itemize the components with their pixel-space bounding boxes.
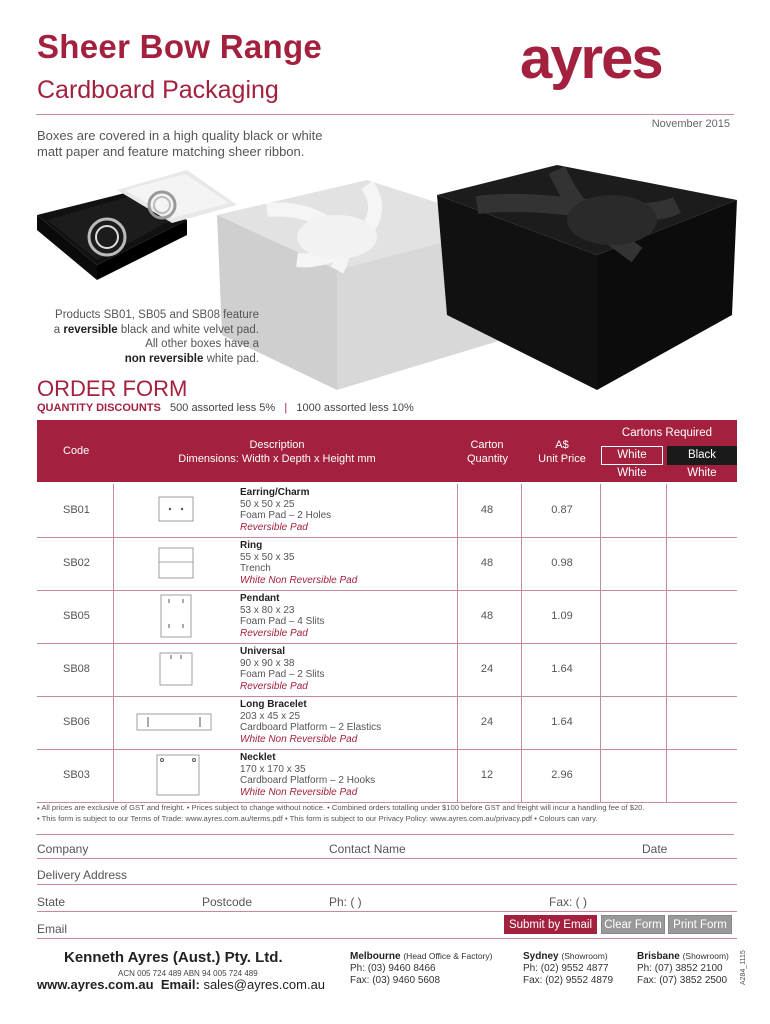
black-cartons-input[interactable]	[667, 643, 737, 695]
office-phone: Ph: (03) 9460 8466	[350, 963, 436, 974]
office-note: (Showroom)	[682, 951, 729, 961]
product-name: Pendant	[240, 593, 280, 604]
product-name: Ring	[240, 540, 263, 551]
office-note: (Head Office & Factory)	[403, 951, 493, 961]
notes-line-1: • All prices are exclusive of GST and freight. • Prices subject to change without notice. • Combined orders totalling under $100 before GST and freight will incur a handling fee of $20.	[37, 803, 645, 812]
header-currency: A$	[555, 439, 569, 451]
product-diagram	[158, 496, 194, 527]
carton-quantity: 12	[480, 769, 494, 781]
product-insert: Foam Pad – 4 Slits	[240, 616, 325, 628]
product-pad: Reversible Pad	[240, 627, 308, 639]
unit-price: 0.98	[551, 557, 573, 569]
product-description	[240, 646, 324, 692]
product-name: Universal	[240, 646, 286, 657]
product-dimensions: 55 x 50 x 35	[240, 551, 295, 563]
office-city: Melbourne	[350, 951, 401, 962]
products-note-text: white pad.	[203, 352, 259, 365]
office-city: Sydney	[523, 951, 559, 962]
black-box-image	[437, 165, 737, 390]
white-cartons-input[interactable]	[601, 537, 666, 589]
product-insert: Cardboard Platform – 2 Elastics	[240, 722, 382, 734]
contact-name-label: Contact Name	[329, 842, 406, 856]
product-code: SB08	[63, 663, 90, 675]
company-label: Company	[37, 842, 89, 856]
company-acn: ACN 005 724 489 ABN 94 005 724 489	[118, 969, 258, 978]
unit-price: 0.87	[551, 504, 573, 516]
product-code: SB05	[63, 610, 90, 622]
product-description	[240, 752, 375, 798]
product-code: SB03	[63, 769, 90, 781]
notes-divider	[36, 834, 734, 835]
website-link[interactable]: www.ayres.com.au	[37, 977, 154, 992]
product-description	[240, 699, 381, 745]
product-insert: Foam Pad – 2 Holes	[240, 510, 332, 522]
product-insert: Cardboard Platform – 2 Hooks	[240, 775, 376, 787]
unit-price: 1.64	[551, 663, 573, 675]
unit-price: 2.96	[551, 769, 573, 781]
office-phone: Ph: (02) 9552 4877	[523, 963, 609, 974]
product-description	[240, 487, 331, 533]
page-subtitle: Cardboard Packaging	[37, 76, 279, 104]
ayres-logo	[520, 28, 740, 105]
product-description	[240, 593, 324, 639]
product-name: Necklet	[240, 752, 276, 763]
order-form-title: ORDER FORM	[37, 376, 188, 401]
email-label: Email	[37, 922, 68, 936]
delivery-address-label: Delivery Address	[37, 868, 128, 882]
header-white-box: White	[601, 446, 663, 465]
carton-quantity: 48	[480, 557, 494, 569]
office-fax: Fax: (02) 9552 4879	[523, 975, 614, 986]
office-sydney	[523, 950, 613, 987]
carton-quantity: 24	[480, 716, 494, 728]
office-note: (Showroom)	[561, 951, 608, 961]
product-diagram	[159, 652, 193, 691]
header-price: Unit Price	[538, 453, 586, 465]
header-white-pad: White	[617, 467, 647, 479]
white-cartons-input[interactable]	[601, 749, 666, 801]
black-cartons-input[interactable]	[667, 749, 737, 801]
header-divider	[36, 114, 734, 115]
product-diagram	[156, 754, 200, 801]
email-label-footer: Email:	[160, 977, 200, 992]
product-code: SB02	[63, 557, 90, 569]
carton-quantity: 48	[480, 610, 494, 622]
product-dimensions: 170 x 170 x 35	[240, 763, 306, 775]
state-postcode-phone-field[interactable]	[37, 911, 737, 912]
table-row	[37, 590, 737, 644]
header-black-box: Black	[667, 446, 737, 465]
header-code: Code	[63, 445, 90, 457]
product-diagram	[158, 547, 194, 584]
state-label: State	[37, 895, 66, 909]
discount-1000: 1000 assorted less 10%	[296, 402, 414, 414]
product-dimensions: 90 x 90 x 38	[240, 657, 295, 669]
header-carton-quantity	[467, 438, 507, 466]
products-note-line-2	[37, 323, 259, 338]
clear-form-button[interactable]: Clear Form	[601, 915, 665, 934]
black-cartons-input[interactable]	[667, 696, 737, 748]
product-pad: Reversible Pad	[240, 521, 308, 533]
products-note-text: a	[53, 323, 64, 336]
product-name: Earring/Charm	[240, 487, 310, 498]
form-code: A284_1115	[740, 950, 747, 985]
quantity-discounts-label: QUANTITY DISCOUNTS	[37, 402, 161, 414]
table-row	[37, 749, 737, 803]
product-insert: Foam Pad – 2 Slits	[240, 669, 325, 681]
office-phone: Ph: (07) 3852 2100	[637, 963, 723, 974]
postcode-label: Postcode	[202, 895, 253, 909]
black-cartons-input[interactable]	[667, 484, 737, 536]
product-pad: Reversible Pad	[240, 680, 308, 692]
product-pad: White Non Reversible Pad	[240, 786, 358, 798]
product-code: SB01	[63, 504, 90, 516]
reversible-emphasis: reversible	[63, 323, 118, 336]
products-note	[37, 308, 259, 366]
unit-price: 1.09	[551, 610, 573, 622]
products-note-text: black and white velvet pad.	[117, 323, 259, 336]
office-fax: Fax: (07) 3852 2500	[637, 975, 728, 986]
product-insert: Trench	[240, 563, 271, 575]
header-quantity: Quantity	[467, 453, 508, 465]
office-city: Brisbane	[637, 951, 680, 962]
table-row	[37, 696, 737, 750]
product-code: SB06	[63, 716, 90, 728]
black-cartons-input[interactable]	[667, 590, 737, 642]
carton-quantity: 24	[480, 663, 494, 675]
header-description	[167, 438, 387, 466]
svg-text:ayres: ayres	[520, 28, 662, 91]
company-name: Kenneth Ayres (Aust.) Pty. Ltd.	[64, 949, 283, 966]
products-note-line-4	[37, 352, 259, 367]
office-fax: Fax: (03) 9460 5608	[350, 975, 441, 986]
notes-line-2: • This form is subject to our Terms of Trade: www.ayres.com.au/terms.pdf • This form is subject to our Privacy Policy: www.ayres.com.au/privacy.pdf • Colours can vary.	[37, 814, 598, 823]
order-table-header	[37, 420, 737, 482]
table-row	[37, 537, 737, 591]
open-box-image	[37, 170, 237, 280]
email-field[interactable]	[37, 938, 737, 939]
product-diagram	[136, 713, 212, 736]
header-dimensions: Dimensions: Width x Depth x Height mm	[178, 453, 376, 465]
office-brisbane	[637, 950, 729, 987]
product-diagram	[160, 594, 192, 643]
product-pad: White Non Reversible Pad	[240, 574, 358, 586]
intro-line-1: Boxes are covered in a high quality black or white	[37, 128, 323, 143]
white-cartons-input[interactable]	[601, 643, 666, 695]
products-note-line-1: Products SB01, SB05 and SB08 feature	[55, 309, 259, 321]
unit-price: 1.64	[551, 716, 573, 728]
white-cartons-input[interactable]	[601, 590, 666, 642]
header-white-pad-black: White	[687, 467, 717, 479]
header-unit-price	[534, 438, 590, 466]
product-dimensions: 53 x 80 x 23	[240, 604, 295, 616]
table-row	[37, 643, 737, 697]
header-carton: Carton	[470, 439, 504, 451]
discount-separator: |	[284, 402, 288, 414]
products-note-line-3: All other boxes have a	[145, 338, 259, 350]
submit-by-email-button[interactable]: Submit by Email	[504, 915, 597, 934]
intro-line-2: matt paper and feature matching sheer ribbon.	[37, 144, 305, 159]
product-dimensions: 203 x 45 x 25	[240, 710, 301, 722]
delivery-address-field[interactable]	[37, 884, 737, 885]
fax-label: Fax: ( )	[549, 895, 587, 909]
intro-text	[37, 128, 367, 160]
product-dimensions: 50 x 50 x 25	[240, 498, 295, 510]
white-cartons-input[interactable]	[601, 696, 666, 748]
quantity-discounts	[37, 402, 414, 414]
print-form-button[interactable]: Print Form	[668, 915, 732, 934]
header-description-title: Description	[249, 439, 305, 451]
office-melbourne	[350, 950, 492, 987]
product-description	[240, 540, 357, 586]
white-cartons-input[interactable]	[601, 484, 666, 536]
table-row	[37, 484, 737, 538]
black-cartons-input[interactable]	[667, 537, 737, 589]
date-label: Date	[642, 842, 668, 856]
phone-label: Ph: ( )	[329, 895, 362, 909]
email-link[interactable]: sales@ayres.com.au	[203, 977, 326, 992]
issue-date: November 2015	[651, 118, 730, 130]
carton-quantity: 48	[480, 504, 494, 516]
terms-notes	[37, 802, 737, 824]
product-name: Long Bracelet	[240, 699, 307, 710]
discount-500: 500 assorted less 5%	[170, 402, 276, 414]
company-field[interactable]	[37, 858, 737, 859]
non-reversible-emphasis: non reversible	[124, 352, 204, 365]
page-title: Sheer Bow Range	[37, 28, 323, 65]
footer-contact	[37, 977, 325, 992]
header-cartons-required: Cartons Required	[621, 427, 713, 439]
product-pad: White Non Reversible Pad	[240, 733, 358, 745]
